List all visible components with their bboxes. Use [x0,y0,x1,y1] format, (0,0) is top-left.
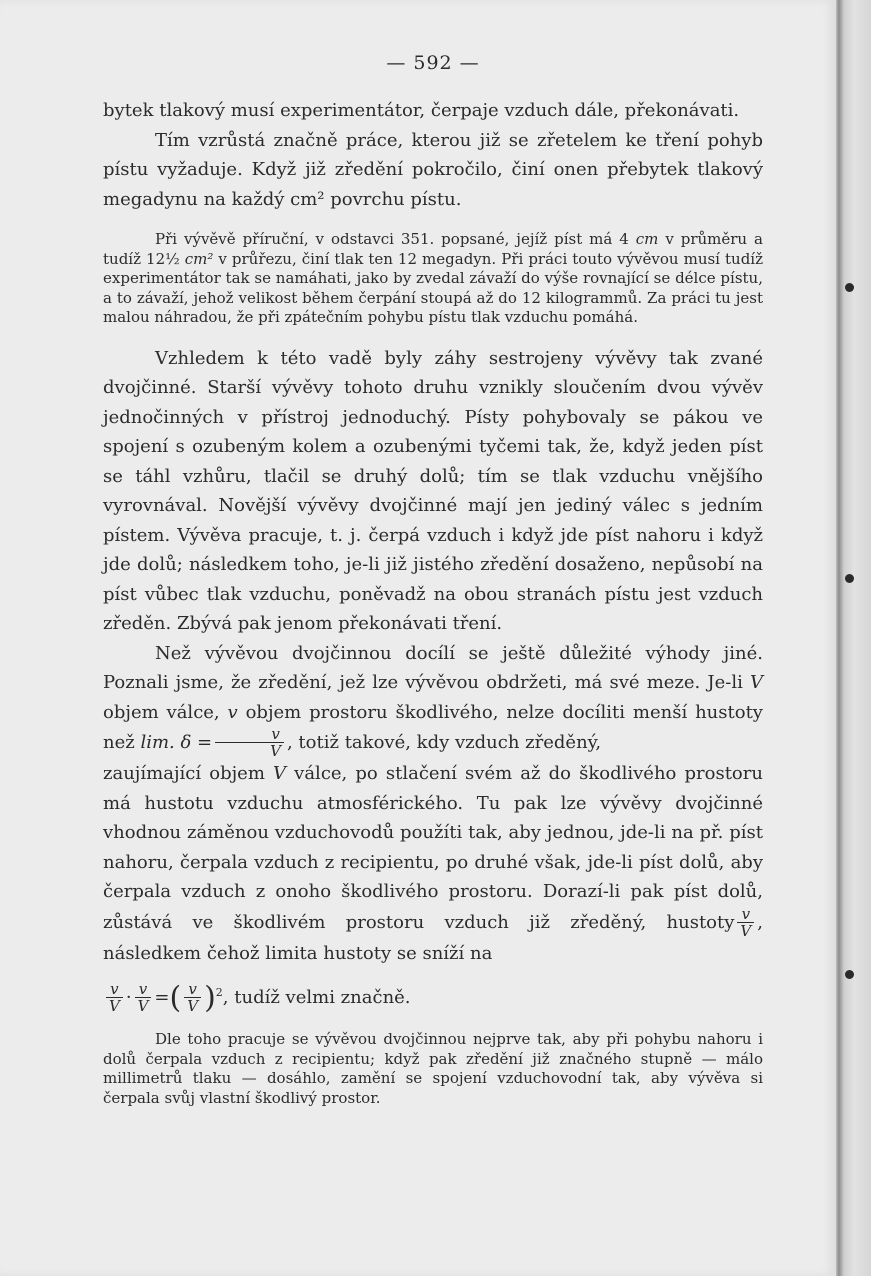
binding-hole [845,970,854,979]
fraction-v-over-V: $\frac{v}{V}$ [737,907,754,939]
footnote-paragraph: Dle toho pracuje se vývěvou dvojčinnou nejprve tak, aby při pohybu nahoru i dolů čerpala vzduch z recipientu; když pak zředění již značného stupně — málo millimetrů tlaku — dosáhlo, zamění se spojení vzduchovodní tak, aby vývěva si čerpala svůj vlastní škodlivý prostor. [103,1030,763,1107]
paragraph-6 [103,759,763,968]
fraction-v-over-V: $\frac{v}{V}$ [135,982,152,1014]
paragraph-3-small [103,230,763,328]
symbol-v: v [227,701,238,723]
para5-text-a: Než vývěvou dvojčinnou docílí se ještě důležité výhody jiné. Poznali jsme, že zředění, jež lze vývěvou obdržeti, má své meze. Je-li [103,642,763,693]
symbol-V: V [750,672,763,693]
para5-text-d: , totiž takové, kdy vzduch zředěný, [286,732,602,753]
limit-expression: lim. δ = [140,732,213,753]
symbol-V: V [273,763,287,784]
equals-sign: = [154,987,170,1008]
para6-text-c: , následkem čehož limita hustoty se sníží na [103,911,763,964]
para6-text-b: válce, po stlačení svém až do škodlivého prostoru má hustotu vzduchu atmosférického. Tu pak lze vývěvy dvojčinné vhodnou záměnou vzduchovodů použíti tak, aby jednou, jde-li na př. píst nahoru, čerpala vzduch z recipientu, po druhé však, jde-li píst dolů, aby čerpala vzduch z onoho škodlivého prostoru. Dorazí-li pak píst dolů, zůstává ve škodlivém prostoru vzduch již zředěný, hustoty [103,763,763,933]
paragraph-1: bytek tlakový musí experimentátor, čerpaje vzduch dále, překonávati. [103,100,740,121]
fraction-v-over-V: $\frac{v}{V}$ [215,727,284,759]
para5-text-c: objem prostoru škodlivého, nelze docíliti menší hustoty než [103,701,763,753]
fraction-v-over-V: $\frac{v}{V}$ [106,982,123,1014]
paragraph-5 [103,639,763,760]
para3-text-c: v průřezu, činí tlak ten 12 megadyn. Při práci touto vývěvou musí tudíž experimentátor tak se namáhati, jako by zvedal závaží do výše rovnající se délce pístu, a to závaží, jehož velikost během čerpání stoupá až do 12 kilogrammů. Za práci tu jest malou náhradou, že při zpátečním pohybu pístu tlak vzduchu pomáhá. [103,249,763,326]
paragraph-4: Vzhledem k této vadě byly záhy sestrojeny vývěvy tak zvané dvojčinné. Starší vývěvy tohoto druhu vznikly sloučením dvou vývěv jednočinných v přístroj jednoduchý. Písty pohybovaly se pákou ve spojení s ozubeným kolem a ozubenými tyčemi tak, že, když jeden píst se táhl vzhůru, tlačil se druhý dolů; tím se tlak vzduchu vnějšího vyrovnával. Novější vývěvy dvojčinné mají jen jediný válec s jedním pístem. Vývěva pracuje, t. j. čerpá vzduch i když jde píst nahoru i když jde dolů; následkem toho, je-li již jistého zředění dosaženo, nepůsobí na píst vůbec tlak vzduchu, poněvadž na obou stranách pístu jest vzduch zředěn. Zbývá pak jenom překonávati tření. [103,347,763,634]
para3-text-b: v průměru a tudíž 12½ [103,230,763,268]
equation-tail: , tudíž velmi značně. [222,987,411,1008]
equation-limit [103,978,763,1014]
exponent: 2 [215,986,223,999]
binding-hole [845,574,854,583]
binding-hole [845,283,854,292]
left-paren: ( [169,980,182,1016]
para5-text-b: objem válce, [103,701,220,723]
paragraph-2: Tím vzrůstá značně práce, kterou již se zřetelem ke tření pohyb pístu vyžaduje. Když již zředění pokročilo, činí onen přebytek tlakový megadynu na každý cm² povrchu pístu. [103,129,763,210]
multiply-dot: · [125,987,132,1008]
page-gutter [836,0,871,1276]
para3-unit-cm: cm [635,230,659,248]
right-paren: ) [204,980,216,1016]
page-number: — 592 — [386,52,480,74]
para6-text-a: zaujímající objem [103,763,265,784]
fraction-v-over-V: $\frac{v}{V}$ [184,982,201,1014]
para3-unit-cm2: cm² [184,249,214,268]
page-text [103,52,763,1108]
para3-text-a: Při vývěvě příruční, v odstavci 351. popsané, jejíž píst má 4 [155,230,629,248]
